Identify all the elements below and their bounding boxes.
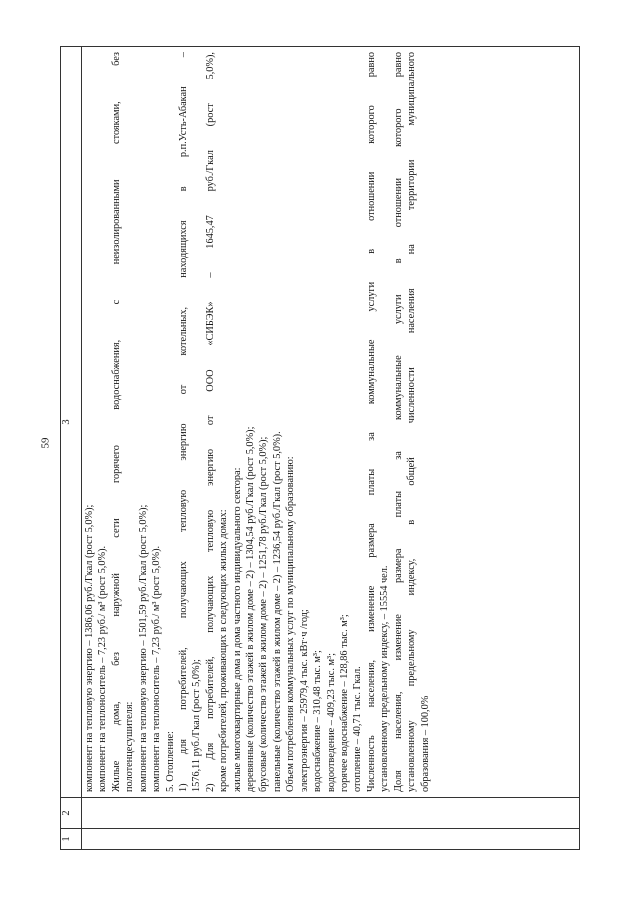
tariff-text bbox=[82, 47, 433, 797]
text-line: 2) Для потребителей, получающих тепловую энергию от ООО «СИБЭК» – 1645,47 руб./Гкал (рост 5,0%), bbox=[204, 52, 216, 792]
text-line: 1) для потребителей, получающих тепловую энергию от котельных, находящихся в р.п.Усть-Абакан – bbox=[177, 52, 189, 792]
text-line: водоотведение – 409,23 тыс. м³; bbox=[325, 653, 337, 792]
text-line: 1576,11 руб./Гкал (рост 5,0%); bbox=[191, 659, 203, 792]
header-col-2: 2 bbox=[61, 798, 82, 829]
text-line: установленному предельному индексу, – 15554 чел. bbox=[379, 565, 391, 792]
text-line: компонент на тепловую энергию – 1501,59 руб./Гкал (рост 5,0%); bbox=[137, 504, 149, 792]
header-col-1: 1 bbox=[61, 829, 82, 850]
text-line: панельные (количество этажей в жилом доме – 2) – 1236,54 руб./Гкал (рост 5,0%). bbox=[271, 431, 283, 792]
text-line: Численность населения, изменение размера платы за коммунальные услуги в отношении которого равно bbox=[365, 52, 377, 792]
text-line: отопление – 40,71 тыс. Гкал. bbox=[352, 666, 364, 792]
page-number: 59 bbox=[39, 437, 52, 449]
text-line: компонент на теплоноситель – 7,23 руб./ м³ (рост 5,0%). bbox=[151, 545, 163, 792]
rotated-page bbox=[60, 50, 580, 850]
text-line: образования – 100,0% bbox=[419, 695, 431, 792]
text-line: водоснабжение – 310,48 тыс. м³; bbox=[312, 650, 324, 792]
text-line: электроэнергия – 25979,4 тыс. кВт·ч /год; bbox=[298, 609, 310, 792]
table-header-row bbox=[61, 47, 82, 850]
text-line: горячее водоснабжение – 128,86 тыс. м³; bbox=[339, 614, 351, 792]
header-col-3: 3 bbox=[61, 47, 82, 798]
text-line: брусовые (количество этажей в жилом доме – 2) – 1251,78 руб./Гкал (рост 5,0%); bbox=[258, 436, 270, 792]
cell-col-3 bbox=[82, 47, 580, 798]
cell-col-2 bbox=[82, 798, 580, 829]
table-body-row bbox=[82, 47, 580, 850]
cell-col-1 bbox=[82, 829, 580, 850]
text-line: Жилые дома, без наружной сети горячего водоснабжения, с неизолированными стояками, без bbox=[110, 52, 122, 792]
text-line: полотенцесушителя: bbox=[124, 701, 136, 792]
text-line: жилые многоквартирные дома и дома частного индивидуального сектора: bbox=[231, 467, 243, 792]
text-line: Объем потребления коммунальных услуг по муниципальному образованию: bbox=[285, 456, 297, 792]
text-line: компонент на тепловую энергию – 1386,06 руб./Гкал (рост 5,0%); bbox=[84, 504, 95, 792]
text-line: кроме потребителей, проживающих в следующих жилых домах: bbox=[218, 509, 230, 792]
text-line: установленному предельному индексу, в общей численности населения на территории муниципального bbox=[406, 52, 418, 792]
text-line: деревянные (количество этажей в жилом доме – 2) – 1304,54 руб./Гкал (рост 5,0%); bbox=[245, 426, 257, 792]
text-line: 5. Отопление: bbox=[164, 731, 176, 792]
tariff-table bbox=[60, 46, 580, 850]
text-line: компонент на теплоноситель – 7,23 руб./ м³ (рост 5,0%). bbox=[97, 545, 109, 792]
text-line: Доля населения, изменение размера платы за коммунальные услуги в отношении которого равно bbox=[392, 52, 404, 792]
